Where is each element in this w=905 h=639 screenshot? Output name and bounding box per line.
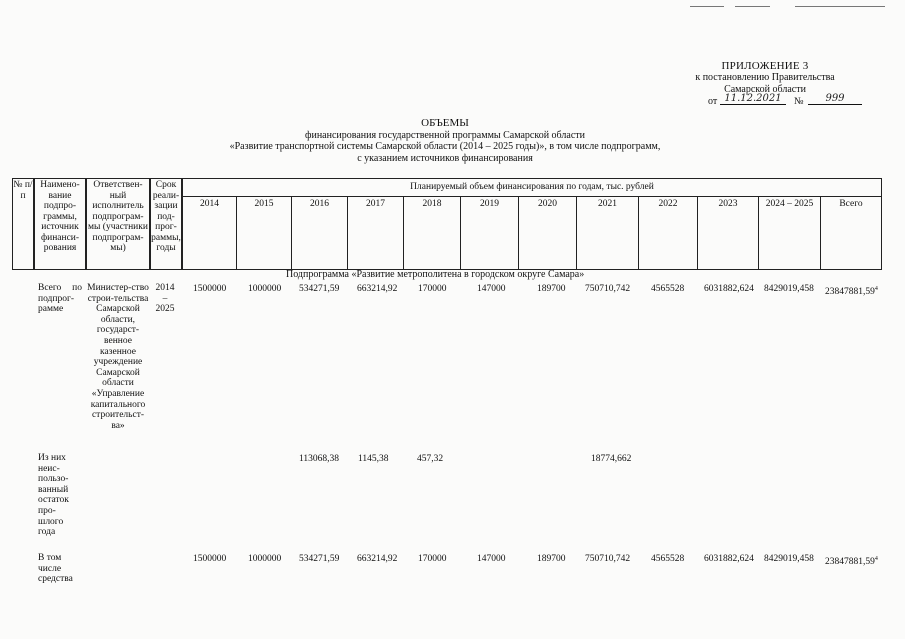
subprogram-title: Подпрограмма «Развитие метрополитена в городском округе Самара» — [286, 269, 585, 280]
value-cell: 534271,59 — [299, 554, 340, 564]
total-value: 23847881,59 — [825, 557, 875, 568]
heading-line: с указанием источников финансирования — [357, 152, 533, 164]
total-cell — [825, 284, 878, 298]
decree-signature-line — [708, 93, 868, 110]
scan-edge-line — [735, 6, 770, 7]
year-header: 2015 — [236, 196, 292, 270]
year-header: 2016 — [291, 196, 348, 270]
row-name: Всего по подпрог-рамме — [38, 283, 82, 315]
value-cell: 18774,662 — [591, 454, 632, 464]
header-planned: Планируемый объем финансирования по годам, тыс. рублей — [182, 178, 882, 197]
value-cell: 6031882,624 — [704, 284, 754, 294]
scan-edge-line — [795, 6, 885, 7]
header-name: Наимено-вание подпро-граммы, источник финанси-рования — [34, 178, 86, 270]
value-cell: 750710,742 — [585, 284, 631, 294]
decree-number: 999 — [808, 93, 862, 105]
value-cell: 534271,59 — [299, 284, 340, 294]
row-period: 2014 – 2025 — [155, 283, 175, 315]
year-header: 2024 – 2025 — [758, 196, 821, 270]
year-header: 2022 — [638, 196, 698, 270]
heading-line: финансирования государственной программы Самарской области — [304, 129, 585, 141]
year-header: 2021 — [576, 196, 639, 270]
header-period: Срок реали-зации под-прог-раммы, годы — [150, 178, 182, 270]
row-name: В том числе средства — [38, 553, 73, 585]
year-header: 2018 — [403, 196, 461, 270]
value-cell: 457,32 — [417, 454, 444, 464]
value-cell: 1500000 — [193, 554, 227, 564]
year-header: 2014 — [182, 196, 237, 270]
number-label: № — [794, 96, 804, 107]
value-cell: 189700 — [537, 284, 566, 294]
decree-date: 11.12.2021 — [720, 93, 786, 105]
footnote-mark: 4 — [874, 556, 878, 562]
scan-edge-line — [690, 6, 724, 7]
appendix-title: ПРИЛОЖЕНИЕ 3 — [721, 60, 809, 72]
value-cell: 147000 — [477, 284, 506, 294]
header-num: № п/п — [12, 178, 34, 270]
value-cell: 663214,92 — [357, 284, 398, 294]
year-header: 2023 — [697, 196, 759, 270]
value-cell: 147000 — [477, 554, 506, 564]
year-header: 2019 — [460, 196, 519, 270]
row-name: Из них неис-пользо-ванный остаток про-шлого года — [38, 453, 69, 538]
date-prefix: от — [708, 96, 718, 107]
total-cell — [825, 554, 878, 568]
document-heading — [180, 118, 710, 164]
value-cell: 4565528 — [651, 284, 685, 294]
value-cell: 113068,38 — [299, 454, 340, 464]
footnote-mark: 4 — [874, 286, 878, 292]
appendix-line: Самарской области — [724, 84, 806, 95]
value-cell: 170000 — [418, 284, 447, 294]
header-executor: Ответствен-ный исполнитель подпрограм-мы (участники подпрограм-мы) — [86, 178, 150, 270]
heading-title: ОБЪЕМЫ — [421, 117, 469, 129]
year-header: 2020 — [518, 196, 577, 270]
value-cell: 6031882,624 — [704, 554, 754, 564]
appendix-line: к постановлению Правительства — [695, 72, 835, 83]
value-cell: 8429019,458 — [764, 284, 814, 294]
value-cell: 189700 — [537, 554, 566, 564]
row-executor: Министер-ство строи-тельства Самарской области, государст-венное казенное учреждение Самарской области «Управление капитального строительст-ва» — [87, 283, 149, 431]
value-cell: 1000000 — [248, 554, 282, 564]
total-value: 23847881,59 — [825, 287, 875, 298]
appendix-block — [670, 60, 860, 96]
value-cell: 663214,92 — [357, 554, 398, 564]
year-header: 2017 — [347, 196, 404, 270]
value-cell: 1000000 — [248, 284, 282, 294]
value-cell: 8429019,458 — [764, 554, 814, 564]
value-cell: 4565528 — [651, 554, 685, 564]
year-header: Всего — [820, 196, 882, 270]
heading-line: «Развитие транспортной системы Самарской области (2014 – 2025 годы)», в том числе подпрограмм, — [229, 141, 661, 152]
value-cell: 1145,38 — [358, 454, 389, 464]
value-cell: 170000 — [418, 554, 447, 564]
value-cell: 750710,742 — [585, 554, 631, 564]
value-cell: 1500000 — [193, 284, 227, 294]
